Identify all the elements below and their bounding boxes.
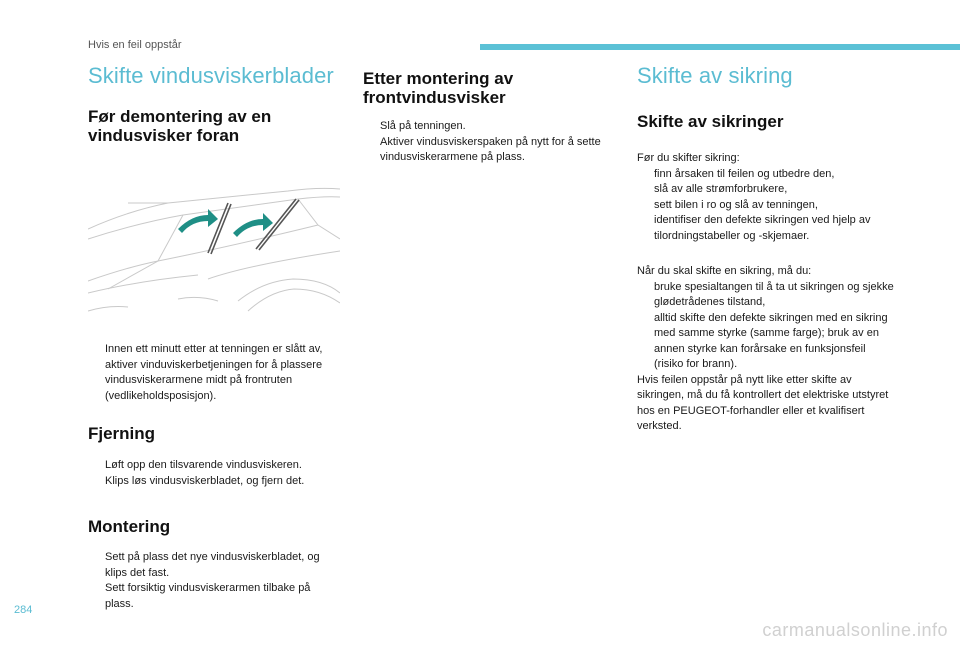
- list-item: Sett på plass det nye vindusviskerbladet, og klips det fast.: [105, 551, 320, 579]
- removal-list: [88, 458, 340, 489]
- list-item: Slå på tenningen.: [380, 120, 466, 132]
- watermark: carmanualsonline.info: [762, 620, 948, 640]
- section-title-fuses: Skifte av sikring: [637, 63, 793, 88]
- fuse-must-list: [637, 280, 897, 373]
- car-windscreen-wiper-illustration: [88, 181, 340, 334]
- list-item: sett bilen i ro og slå av tenningen,: [654, 198, 818, 211]
- fuse-intro-2: Når du skal skifte en sikring, må du:: [637, 265, 812, 277]
- mounting-list: [88, 550, 340, 612]
- heading-before-removal: Før demontering av en vindusvisker foran: [88, 107, 272, 145]
- heading-mounting: Montering: [88, 517, 171, 536]
- fuse-intro: Før du skifter sikring:: [637, 152, 740, 164]
- list-item: slå av alle strømforbrukere,: [654, 183, 788, 195]
- column-after-mounting: [363, 69, 613, 166]
- list-item: Innen ett minutt etter at tenningen er slått av, aktiver vinduviskerbetjeningen for å plassere vindusviskerarmene midt på frontruten (vedlikeholdsposisjon).: [105, 343, 323, 402]
- list-item: Sett forsiktig vindusviskerarmen tilbake på plass.: [105, 582, 311, 610]
- fuse-prep-list: [637, 167, 897, 245]
- list-item: alltid skifte den defekte sikringen med en sikring med samme styrke (samme farge); bruk av en annen styrke kan forårsake en funksjonsfeil (risiko for brann).: [654, 311, 888, 370]
- header-accent-bar: [480, 44, 960, 50]
- heading-fuse-replacement: Skifte av sikringer: [637, 112, 784, 131]
- list-item: identifiser den defekte sikringen ved hjelp av tilordningstabeller og -skjemaer.: [654, 214, 871, 242]
- list-item: Aktiver vindusviskerspaken på nytt for å sette vindusviskerarmene på plass.: [380, 135, 601, 163]
- list-item: Løft opp den tilsvarende vindusviskeren.: [105, 459, 302, 471]
- column-fuses: [637, 62, 897, 435]
- list-item: finn årsaken til feilen og utbedre den,: [654, 167, 835, 180]
- page-number: 284: [14, 604, 33, 616]
- list-item: bruke spesialtangen til å ta ut sikringen og sjekke glødetrådenes tilstand,: [654, 280, 894, 308]
- running-header-label: Hvis en feil oppstår: [88, 39, 182, 51]
- column-wiper-blades: [88, 62, 340, 612]
- fuse-outro: Hvis feilen oppstår på nytt like etter skifte av sikringen, må du få kontrollert det elektriske utstyret hos en PEUGEOT-forhandler eller et kvalifisert verksted.: [637, 373, 889, 432]
- heading-removal: Fjerning: [88, 424, 156, 443]
- section-title-wiper-blades: Skifte vindusviskerblader: [88, 63, 334, 88]
- list-item: Klips løs vindusviskerbladet, og fjern det.: [105, 474, 305, 487]
- before-removal-list: [88, 342, 340, 404]
- heading-after-mounting: Etter montering av frontvindusvisker: [363, 69, 514, 107]
- after-mounting-list: [363, 119, 613, 166]
